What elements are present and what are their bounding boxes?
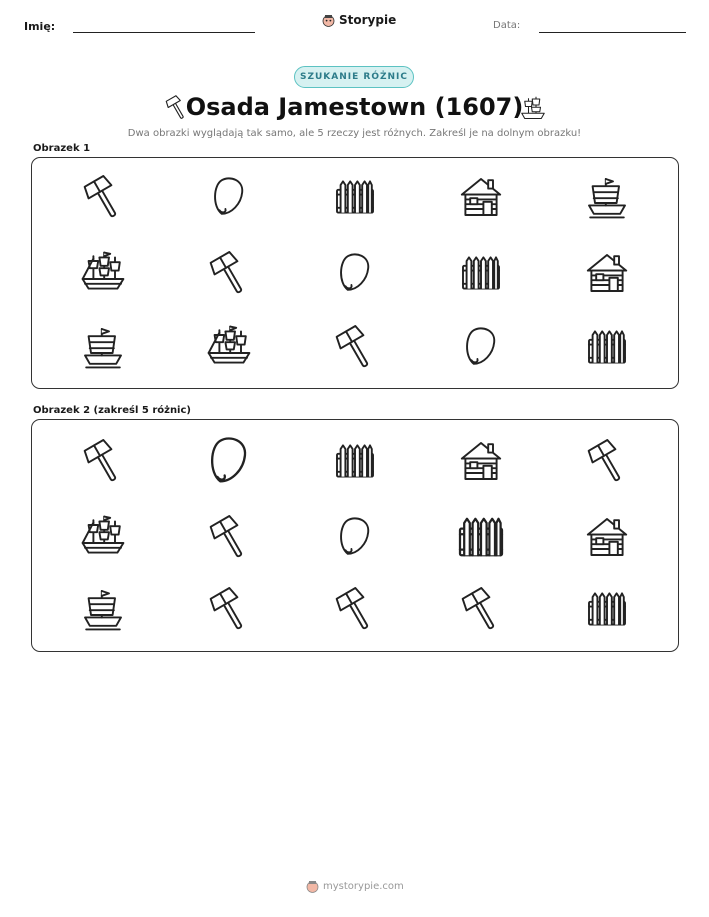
picture1-item: [205, 323, 253, 371]
picture1-item: [583, 249, 631, 297]
picture1-item: [457, 173, 505, 221]
picture2-item[interactable]: [583, 585, 631, 633]
picture1-item: [331, 323, 379, 371]
seed-icon: [331, 513, 379, 561]
picture1-item: [583, 323, 631, 371]
picture1-item: [457, 249, 505, 297]
activity-badge: SZUKANIE RÓŻNIC: [294, 66, 414, 88]
date-label: Data:: [493, 20, 521, 31]
seed-icon: [331, 249, 379, 297]
axe-icon: [331, 323, 379, 371]
picture2-item[interactable]: [457, 437, 505, 485]
fence-icon: [331, 173, 379, 221]
picture1-item: [205, 173, 253, 221]
picture1-item: [79, 323, 127, 371]
picture2-item[interactable]: [205, 513, 253, 561]
ship-icon: [79, 323, 127, 371]
picture2-item[interactable]: [583, 437, 631, 485]
picture1-item: [331, 173, 379, 221]
axe-icon: [79, 173, 127, 221]
picture2-item[interactable]: [79, 585, 127, 633]
footer: [306, 880, 404, 893]
axe-icon: [457, 585, 505, 633]
picture2-item[interactable]: [200, 432, 258, 490]
picture2-item[interactable]: [79, 437, 127, 485]
brand-logo: [322, 13, 396, 27]
picture2-item[interactable]: [457, 585, 505, 633]
cabin-icon: [583, 513, 631, 561]
fence-icon: [331, 437, 379, 485]
fence-icon: [457, 249, 505, 297]
seed-icon: [457, 323, 505, 371]
page-title: Osada Jamestown (1607): [185, 93, 524, 121]
brand-name: Storypie: [339, 13, 397, 27]
storypie-mascot-icon: [322, 14, 335, 27]
tall-ship-icon: [79, 513, 127, 561]
tall-ship-icon: [205, 323, 253, 371]
picture2-item[interactable]: [331, 585, 379, 633]
fence-icon: [453, 509, 509, 565]
picture1-item: [331, 249, 379, 297]
axe-icon: [205, 249, 253, 297]
axe-icon: [79, 437, 127, 485]
name-line[interactable]: [73, 32, 255, 33]
picture2-label: Obrazek 2 (zakreśl 5 różnic): [33, 405, 191, 416]
seed-icon: [205, 173, 253, 221]
picture2-item[interactable]: [331, 513, 379, 561]
picture1-item: [79, 173, 127, 221]
axe-icon: [205, 513, 253, 561]
ship-icon: [79, 585, 127, 633]
picture1-item: [457, 323, 505, 371]
tall-ship-icon: [79, 249, 127, 297]
cabin-icon: [457, 173, 505, 221]
axe-icon: [331, 585, 379, 633]
date-line[interactable]: [539, 32, 686, 33]
picture2-item[interactable]: [205, 585, 253, 633]
picture2-item[interactable]: [453, 509, 509, 565]
axe-icon: [205, 585, 253, 633]
picture1-label: Obrazek 1: [33, 143, 91, 154]
cabin-icon: [457, 437, 505, 485]
axe-icon: [583, 437, 631, 485]
instructions: Dwa obrazki wyglądają tak samo, ale 5 rzeczy jest różnych. Zakreśl je na dolnym obrazku!: [127, 128, 582, 139]
picture2-item[interactable]: [583, 513, 631, 561]
picture1-item: [79, 249, 127, 297]
picture2-item[interactable]: [79, 513, 127, 561]
fence-icon: [583, 585, 631, 633]
cabin-icon: [583, 249, 631, 297]
picture2-item[interactable]: [331, 437, 379, 485]
picture1-item: [205, 249, 253, 297]
ship-icon: [583, 173, 631, 221]
storypie-mascot-icon: [306, 880, 319, 893]
footer-url: mystorypie.com: [323, 881, 404, 892]
name-label: Imię:: [24, 20, 56, 33]
seed-icon: [200, 432, 258, 490]
title-ship-icon: [518, 93, 548, 127]
fence-icon: [583, 323, 631, 371]
picture1-item: [583, 173, 631, 221]
